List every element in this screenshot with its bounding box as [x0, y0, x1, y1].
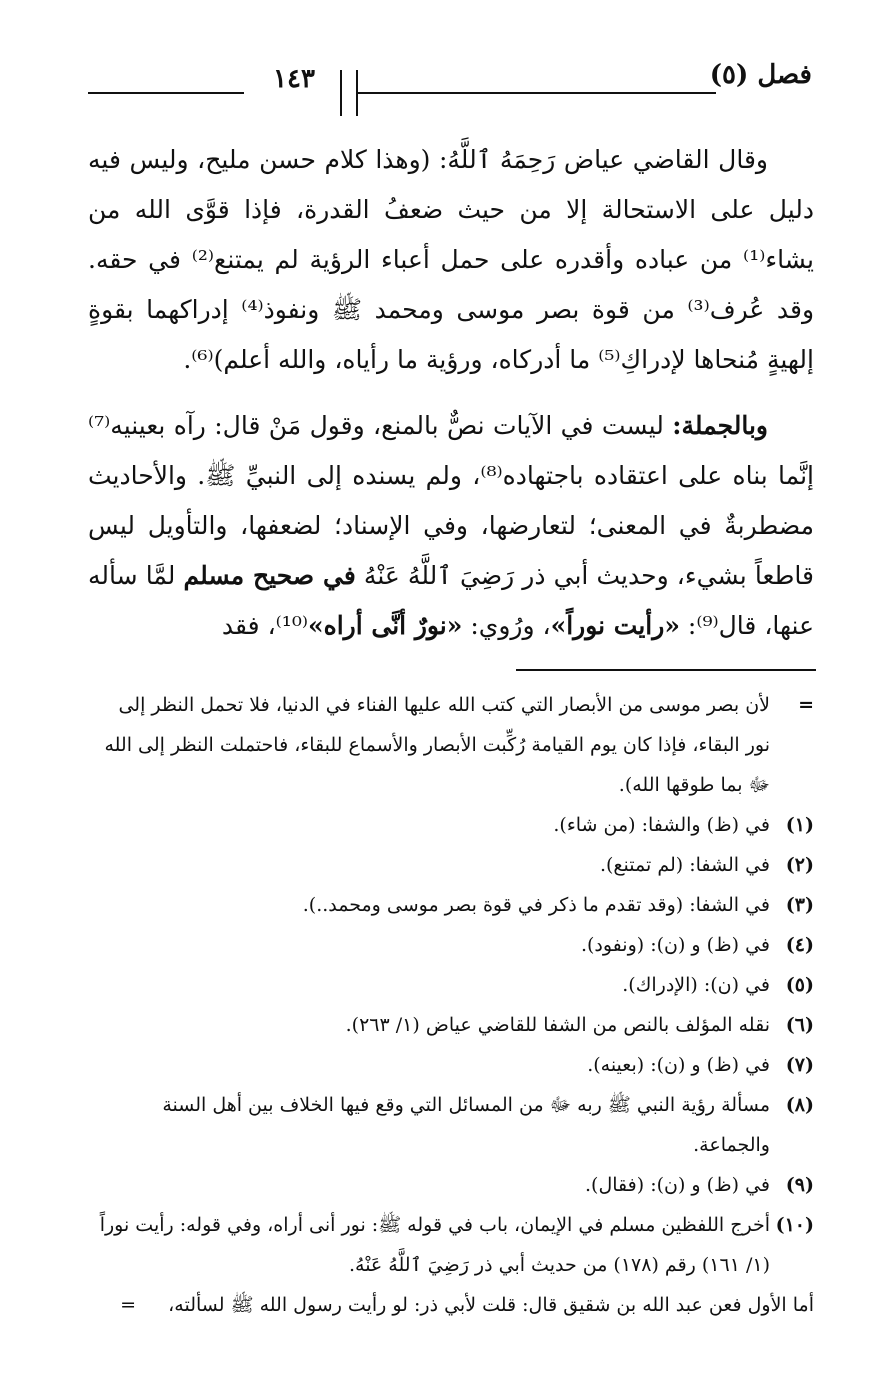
footnote-text: لأن بصر موسى من الأبصار التي كتب الله عليها الفناء في الدنيا، فلا تحمل النظر إلى نور البقاء، فإذا كان يوم القيامة رُكِّبت الأبصار والأسماع للبقاء، فاحتملت النظر إلى الله ﷻ بما طوقها الله). [104, 694, 770, 796]
footnote-6 [92, 1005, 814, 1045]
footnote-number: (٦) [785, 1014, 814, 1036]
footnote-4 [92, 925, 814, 965]
footnote-text: نقله المؤلف بالنص من الشفا للقاضي عياض (١/ ٢٦٣). [345, 1014, 770, 1036]
paragraph-text: ⁽¹⁰⁾، فقد [221, 611, 308, 640]
header-bar [356, 70, 358, 116]
footnote-number: (٧) [785, 1054, 814, 1076]
footnote-number: (١٠) [775, 1214, 814, 1236]
footnote-number: (٨) [785, 1094, 814, 1116]
paragraph-text: لمَّا سأله عنها، قال⁽⁹⁾: [88, 561, 814, 640]
footnote-text: في الشفا: (وقد تقدم ما ذكر في قوة بصر موسى ومحمد..). [302, 894, 770, 916]
footnote-10 [92, 1205, 814, 1285]
footnote-text: أما الأول فعن عبد الله بن شقيق قال: قلت لأبي ذر: لو رأيت رسول الله ﷺ لسألته، [168, 1294, 814, 1316]
footnote-number: (٥) [785, 974, 814, 996]
page-number: ١٤٣ [273, 64, 315, 94]
footnote-text: في (ظ) و (ن): (بعينه). [587, 1054, 770, 1076]
paragraph-2 [88, 401, 814, 651]
continuation-mark: = [120, 1294, 136, 1316]
quote-highlight: «نورٌ أنَّى أراه» [307, 611, 463, 640]
chapter-title: فصل (٥) [709, 60, 812, 90]
paragraph-lead: وبالجملة: [672, 411, 768, 440]
footnote-5 [92, 965, 814, 1005]
footnote-separator [516, 669, 816, 671]
footnote-text: أخرج اللفظين مسلم في الإيمان، باب في قوله ﷺ: نور أنى أراه، وفي قوله: رأيت نوراً (١/ ١٦١) رقم (١٧٨) من حديث أبي ذر رَضِيَ ٱللَّهُ عَنْهُ. [99, 1214, 770, 1276]
footnote-number: (٣) [785, 894, 814, 916]
footnote-number: (٤) [785, 934, 814, 956]
footnote-text: في الشفا: (لم تمتنع). [599, 854, 770, 876]
header-rule [88, 92, 244, 94]
footnote-text: في (ظ) و (ن): (فقال). [585, 1174, 770, 1196]
footnote-text: مسألة رؤية النبي ﷺ ربه ﷻ من المسائل التي وقع فيها الخلاف بين أهل السنة والجماعة. [162, 1094, 770, 1156]
footnotes [92, 685, 814, 1325]
footnote-2 [92, 845, 814, 885]
source-highlight: في صحيح مسلم [183, 561, 356, 590]
footnote-number: (١) [785, 814, 814, 836]
header-bar [340, 70, 342, 116]
footnote-7 [92, 1045, 814, 1085]
header-rule [356, 92, 716, 94]
running-header [88, 58, 812, 118]
continuation-mark: = [798, 694, 814, 716]
paragraph-text: ، ورُوي: [462, 611, 551, 640]
footnote-text: في (ن): (الإدراك). [622, 974, 770, 996]
footnote-9 [92, 1165, 814, 1205]
quote-highlight: «رأيت نوراً» [550, 611, 680, 640]
footnote-8 [92, 1085, 814, 1165]
footnote-number: (٢) [785, 854, 814, 876]
footnote-1 [92, 805, 814, 845]
footnote-3 [92, 885, 814, 925]
footnote-carryover [92, 685, 814, 805]
paragraph-text: ليست في الآيات نصٌّ بالمنع، وقول مَنْ قال: رآه بعينيه⁽⁷⁾ إنَّما بناه على اعتقاده باجتهاده⁽⁸⁾، ولم يسنده إلى النبيِّ ﷺ. والأحاديث مضطربةٌ في المعنى؛ لتعارضها، وفي الإسناد؛ لضعفها، والتأويل ليس قاطعاً بشيء، وحديث أبي ذر رَضِيَ ٱللَّهُ عَنْهُ [88, 411, 815, 590]
footnote-number: (٩) [785, 1174, 814, 1196]
paragraph-1: وقال القاضي عياض رَحِمَهُ ٱللَّهُ: (وهذا كلام حسن مليح، وليس فيه دليل على الاستحالة إلا من حيث ضعفُ القدرة، فإذا قوَّى الله من يشاء⁽¹⁾ من عباده وأقدره على حمل أعباء الرؤية لم يمتنع⁽²⁾ في حقه. وقد عُرف⁽³⁾ من قوة بصر موسى ومحمد ﷺ ونفوذ⁽⁴⁾ إدراكهما بقوةٍ إلهيةٍ مُنحاها لإدراكِ⁽⁵⁾ ما أدركاه، ورؤية ما رأياه، والله أعلم)⁽⁶⁾. [88, 145, 815, 374]
footnote-text: في (ظ) و (ن): (ونفود). [580, 934, 770, 956]
footnote-continuation [92, 1285, 814, 1325]
main-text [88, 135, 814, 651]
footnote-text: في (ظ) والشفا: (من شاء). [553, 814, 770, 836]
